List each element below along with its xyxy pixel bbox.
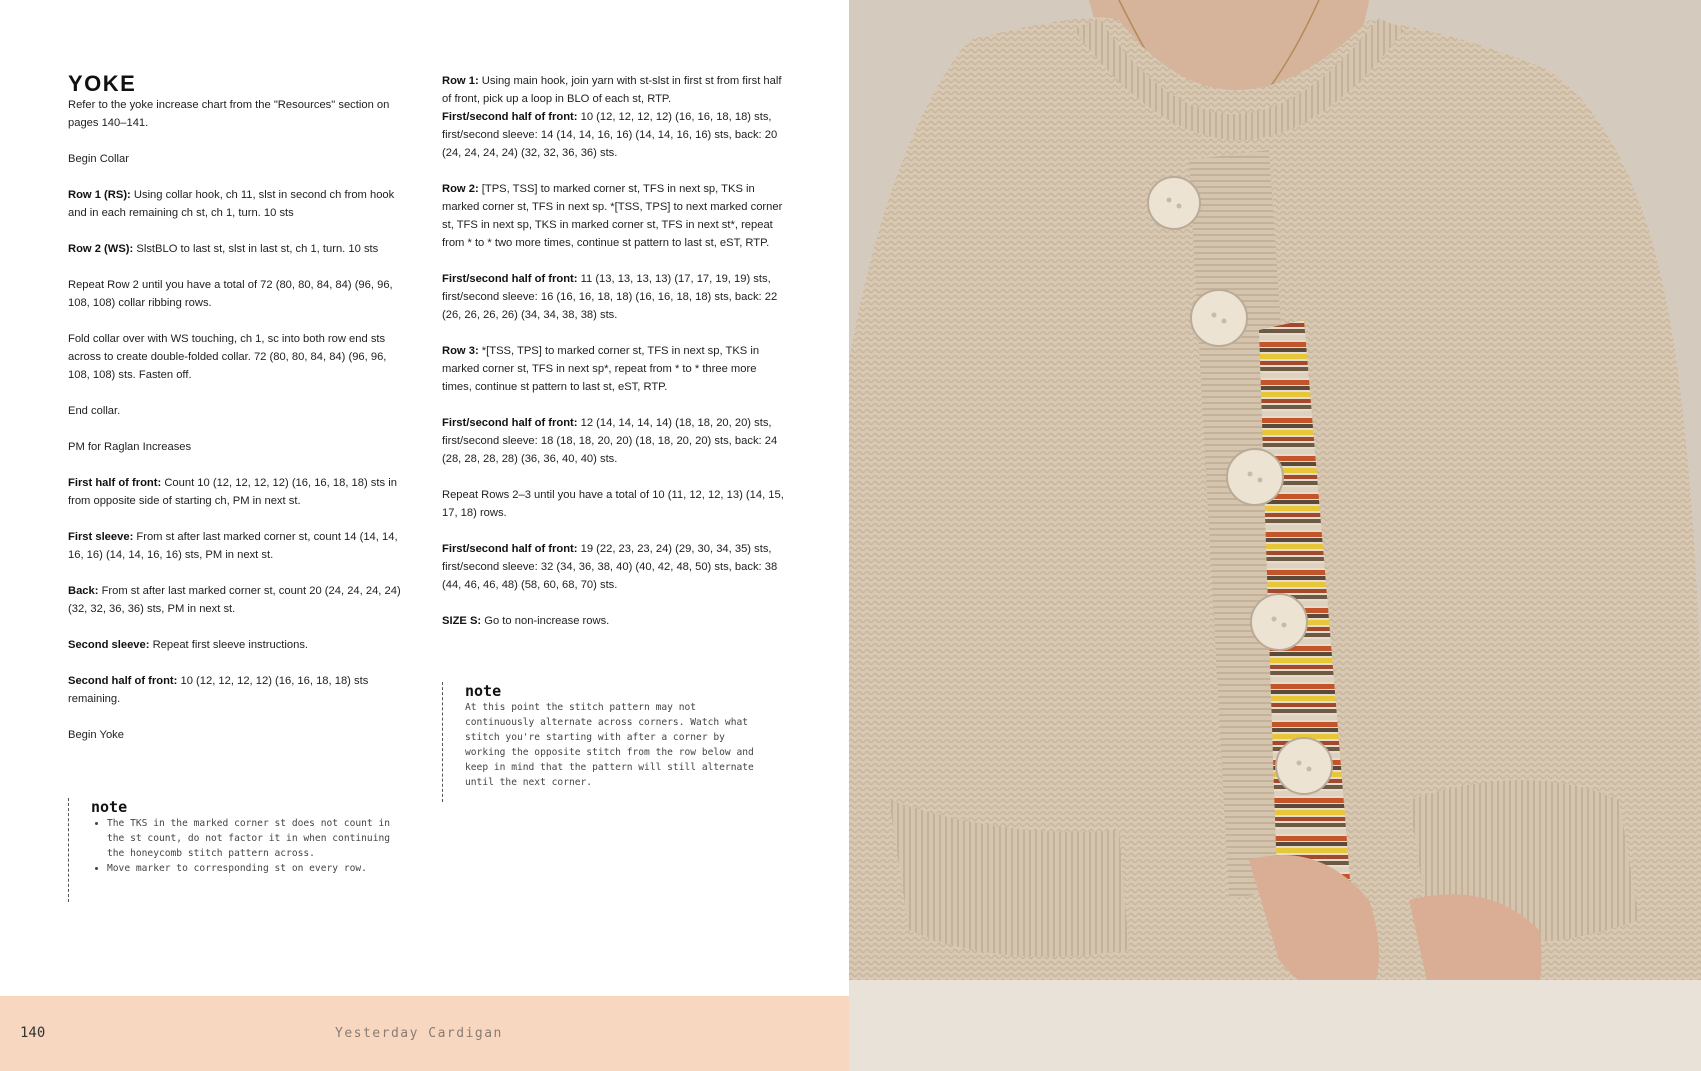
back-label: Back: [68, 585, 99, 597]
size-s-text: Go to non-increase rows. [481, 615, 610, 627]
note-item: • The TKS in the marked corner st does not count in the st count, do not factor it in when continuing the honeycomb stitch pattern across. [107, 816, 391, 861]
final-counts [442, 540, 787, 594]
first-half-label: First half of front: [68, 477, 162, 489]
yoke-row2 [442, 180, 787, 252]
r3-label: Row 3: [442, 345, 479, 357]
yoke-row3-counts [442, 414, 787, 468]
book-title: Yesterday Cardigan [335, 1026, 503, 1041]
row2-label: Row 2 (WS): [68, 243, 134, 255]
note-title: note [465, 682, 502, 700]
row2-instruction [68, 240, 408, 258]
left-page [0, 0, 849, 1071]
first-sleeve [68, 528, 408, 564]
r3-text: *[TSS, TPS] to marked corner st, TFS in next sp, TKS in marked corner st, TFS in next sp*, repeat from * to * three more times, continue st pattern to last st, eST, RTP. [442, 345, 760, 393]
r1-text: Using main hook, join yarn with st-slst in first st from first half of front, pick up a loop in BLO of each st, RTP. [442, 75, 782, 105]
instructions-column-left [68, 72, 408, 762]
intro-text: Refer to the yoke increase chart from the "Resources" section on pages 140–141. [68, 99, 390, 129]
final-counts-label: First/second half of front: [442, 543, 578, 555]
yoke-row1 [442, 72, 787, 108]
note-body: At this point the stitch pattern may not continuously alternate across corners. Watch what stitch you're starting with after a corner by working the opposite stitch from the row below and keep in mind that the pattern will still alternate until the next corner. [465, 702, 754, 788]
first-sleeve-label: First sleeve: [68, 531, 134, 543]
r2-label: Row 2: [442, 183, 479, 195]
note-box-left [68, 798, 391, 902]
size-s-label: SIZE S: [442, 615, 482, 627]
row1-text: Using collar hook, ch 11, slst in second ch from hook and in each remaining ch st, ch 1, turn. 10 sts [68, 189, 395, 219]
yoke-row3 [442, 342, 787, 396]
repeat-row2: Repeat Row 2 until you have a total of 72 (80, 80, 84, 84) (96, 96, 108, 108) collar ribbing rows. [68, 279, 393, 309]
note-item: • Move marker to corresponding st on every row. [107, 861, 391, 876]
first-half-front [68, 474, 408, 510]
row2-text: SlstBLO to last st, slst in last st, ch 1, turn. 10 sts [133, 243, 379, 255]
first-half-text: Count 10 (12, 12, 12, 12) (16, 16, 18, 18) sts in from opposite side of starting ch, PM in next st. [68, 477, 397, 507]
begin-yoke: Begin Yoke [68, 729, 124, 741]
end-collar: End collar. [68, 405, 121, 417]
fold-collar: Fold collar over with WS touching, ch 1, sc into both row end sts across to create double-folded collar. 72 (80, 80, 84, 84) (96, 96, 108, 108) sts. Fasten off. [68, 333, 387, 381]
second-half-label: Second half of front: [68, 675, 178, 687]
r2-counts-label: First/second half of front: [442, 273, 578, 285]
r2-text: [TPS, TSS] to marked corner st, TFS in next sp, TKS in marked corner st, TFS in next sp. *[TSS, TPS] to next marked corner st, TFS in next sp, TKS in marked corner st, TFS in next st*, repeat from * to * two more times, continue st pattern to last st, eST, RTP. [442, 183, 783, 249]
page-number: 140 [20, 1025, 46, 1041]
row1-label: Row 1 (RS): [68, 189, 131, 201]
begin-collar: Begin Collar [68, 153, 129, 165]
back-text: From st after last marked corner st, count 20 (24, 24, 24, 24) (32, 32, 36, 36) sts, PM in next st. [68, 585, 401, 615]
second-half-text: 10 (12, 12, 12, 12) (16, 16, 18, 18) sts remaining. [68, 675, 369, 705]
cardigan-illustration [849, 0, 1701, 1071]
r1-counts-text: 10 (12, 12, 12, 12) (16, 16, 18, 18) sts, first/second sleeve: 14 (14, 14, 16, 16) (14, 14, 16, 16) sts, back: 20 (24, 24, 24, 24) (32, 32, 36, 36) sts. [442, 111, 778, 159]
repeat-rows: Repeat Rows 2–3 until you have a total of 10 (11, 12, 12, 13) (14, 15, 17, 18) rows. [442, 489, 784, 519]
photo-knit-cardigan [849, 0, 1701, 1071]
note-box-right [442, 682, 765, 802]
second-sleeve-label: Second sleeve: [68, 639, 150, 651]
second-sleeve-text: Repeat first sleeve instructions. [149, 639, 309, 651]
second-sleeve [68, 636, 408, 654]
first-sleeve-text: From st after last marked corner st, count 14 (14, 14, 16, 16) (14, 14, 16, 16) sts, PM in next st. [68, 531, 398, 561]
yoke-row1-counts [442, 108, 787, 162]
note-list [91, 816, 391, 876]
section-heading: YOKE [68, 71, 137, 96]
yoke-row2-counts [442, 270, 787, 324]
r1-label: Row 1: [442, 75, 479, 87]
second-half-front [68, 672, 408, 708]
final-counts-text: 19 (22, 23, 23, 24) (29, 30, 34, 35) sts, first/second sleeve: 32 (34, 36, 38, 40) (40, 42, 48, 50) sts, back: 38 (44, 46, 46, 48) (58, 60, 68, 70) sts. [442, 543, 778, 591]
instructions-column-right [442, 72, 787, 648]
r1-counts-label: First/second half of front: [442, 111, 578, 123]
row1-instruction [68, 186, 408, 222]
pm-raglan: PM for Raglan Increases [68, 441, 192, 453]
r3-counts-text: 12 (14, 14, 14, 14) (18, 18, 20, 20) sts, first/second sleeve: 18 (18, 18, 20, 20) (18, 18, 20, 20) sts, back: 24 (28, 28, 28, 28) (36, 36, 40, 40) sts. [442, 417, 778, 465]
r3-counts-label: First/second half of front: [442, 417, 578, 429]
size-s [442, 612, 787, 630]
r2-counts-text: 11 (13, 13, 13, 13) (17, 17, 19, 19) sts, first/second sleeve: 16 (16, 16, 18, 18) (16, 16, 18, 18) sts, back: 22 (26, 26, 26, 26) (34, 34, 38, 38) sts. [442, 273, 778, 321]
back [68, 582, 408, 618]
note-title: note [91, 798, 128, 816]
